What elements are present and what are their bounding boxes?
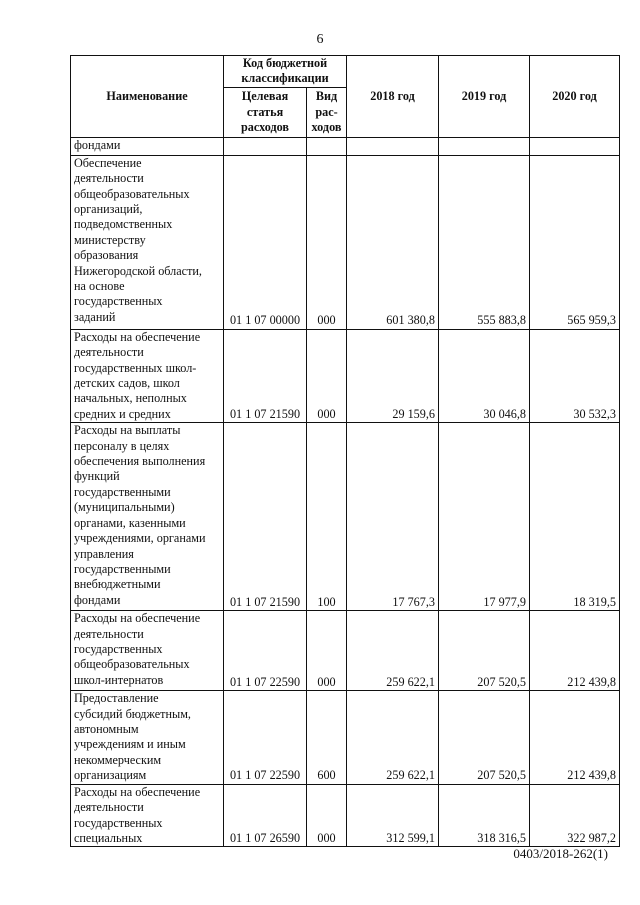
row-expense-type: 600 [307, 691, 347, 784]
header-2020: 2020 год [530, 56, 620, 138]
table-row [71, 691, 620, 784]
table-row [71, 137, 620, 155]
table-row [71, 784, 620, 847]
document-code: 0403/2018-262(1) [513, 846, 608, 861]
row-expense-type: 100 [307, 423, 347, 611]
header-budget-code: Код бюджетной классификации [224, 56, 347, 88]
budget-table [70, 55, 620, 847]
row-value-2019: 17 977,9 [439, 423, 530, 611]
table-row [71, 611, 620, 691]
row-name: фондами [71, 137, 224, 155]
row-target-article: 01 1 07 21590 [224, 329, 307, 422]
row-value-2020: 212 439,8 [530, 611, 620, 691]
row-value-2020: 322 987,2 [530, 784, 620, 847]
row-value-2020 [530, 137, 620, 155]
header-2019: 2019 год [439, 56, 530, 138]
row-value-2020: 212 439,8 [530, 691, 620, 784]
row-target-article: 01 1 07 26590 [224, 784, 307, 847]
row-value-2018 [347, 137, 439, 155]
row-value-2020: 30 532,3 [530, 329, 620, 422]
row-name: Расходы на обеспечение деятельности государственных общеобразовательных школ-интернатов [71, 611, 224, 691]
row-value-2018: 312 599,1 [347, 784, 439, 847]
row-target-article: 01 1 07 00000 [224, 155, 307, 329]
row-name: Обеспечение деятельности общеобразовательных организаций, подведомственных министерству образования Нижегородской области, на основе государственных заданий [71, 155, 224, 329]
table-row [71, 423, 620, 611]
row-value-2019: 555 883,8 [439, 155, 530, 329]
row-expense-type: 000 [307, 611, 347, 691]
row-value-2019: 207 520,5 [439, 691, 530, 784]
row-value-2019 [439, 137, 530, 155]
row-expense-type: 000 [307, 155, 347, 329]
row-value-2018: 29 159,6 [347, 329, 439, 422]
row-value-2018: 259 622,1 [347, 691, 439, 784]
row-value-2019: 318 316,5 [439, 784, 530, 847]
row-value-2018: 601 380,8 [347, 155, 439, 329]
header-target-article: Целевая статья расходов [224, 87, 307, 137]
row-expense-type [307, 137, 347, 155]
row-name: Предоставление субсидий бюджетным, автономным учреждениям и иным некоммерческим организациям [71, 691, 224, 784]
row-value-2019: 207 520,5 [439, 611, 530, 691]
header-expense-type: Вид рас- ходов [307, 87, 347, 137]
page-number: 6 [316, 32, 324, 47]
header-2018: 2018 год [347, 56, 439, 138]
row-target-article [224, 137, 307, 155]
row-value-2018: 17 767,3 [347, 423, 439, 611]
table-row [71, 155, 620, 329]
table-row [71, 329, 620, 422]
row-value-2020: 18 319,5 [530, 423, 620, 611]
row-target-article: 01 1 07 21590 [224, 423, 307, 611]
row-target-article: 01 1 07 22590 [224, 691, 307, 784]
row-name: Расходы на обеспечение деятельности государственных школ- детских садов, школ начальных, неполных средних и средних [71, 329, 224, 422]
header-name: Наименование [71, 56, 224, 138]
row-name: Расходы на обеспечение деятельности государственных специальных [71, 784, 224, 847]
row-value-2020: 565 959,3 [530, 155, 620, 329]
row-expense-type: 000 [307, 784, 347, 847]
row-expense-type: 000 [307, 329, 347, 422]
row-name: Расходы на выплаты персоналу в целях обеспечения выполнения функций государственными (муниципальными) органами, казенными учреждениями, органами управления государственными внебюджетными фондами [71, 423, 224, 611]
row-value-2018: 259 622,1 [347, 611, 439, 691]
row-value-2019: 30 046,8 [439, 329, 530, 422]
row-target-article: 01 1 07 22590 [224, 611, 307, 691]
